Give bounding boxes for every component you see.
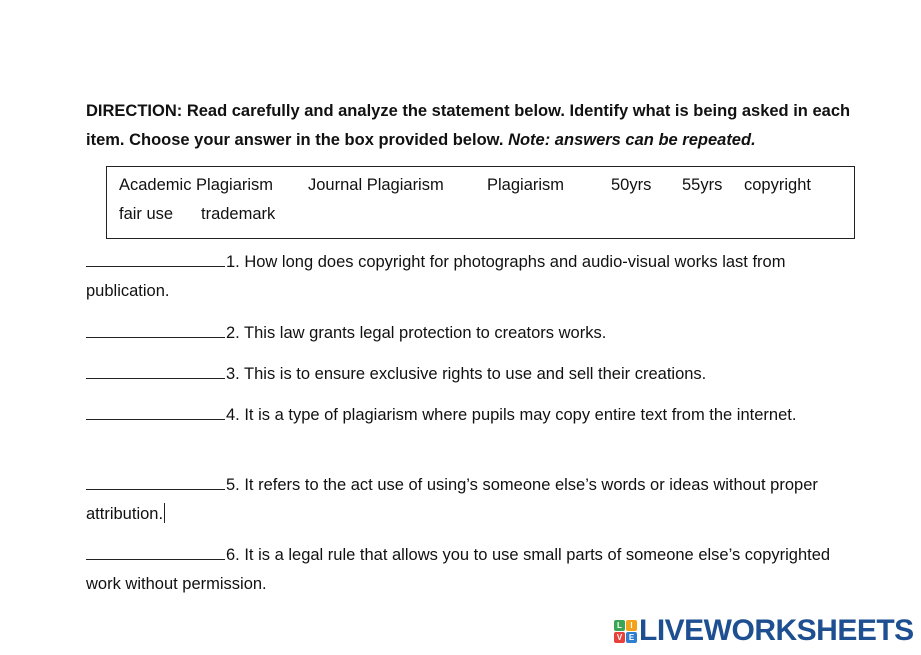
- question-4: [86, 401, 866, 430]
- logo-tile-e: E: [626, 632, 637, 643]
- liveworksheets-wordmark: LIVEWORKSHEETS: [639, 614, 914, 647]
- answer-blank-1[interactable]: [86, 248, 225, 267]
- question-1: [86, 248, 866, 306]
- logo-tile-l: L: [614, 620, 625, 631]
- question-6-text: 6. It is a legal rule that allows you to use small parts of someone else’s copyrighted work without permission.: [86, 546, 831, 593]
- direction-note: Note: answers can be repeated.: [508, 131, 756, 149]
- choice-journal-plagiarism: Journal Plagiarism: [308, 176, 444, 194]
- choice-academic-plagiarism: Academic Plagiarism: [119, 176, 274, 194]
- question-4-text: 4. It is a type of plagiarism where pupils may copy entire text from the internet.: [226, 406, 797, 424]
- choice-plagiarism: Plagiarism: [487, 176, 565, 194]
- choice-55yrs: 55yrs: [682, 176, 723, 194]
- question-5-text: 5. It refers to the act use of using’s someone else’s words or ideas without proper attribution.: [86, 476, 818, 523]
- choice-50yrs: 50yrs: [611, 176, 652, 194]
- choice-trademark: trademark: [201, 205, 276, 223]
- answer-blank-2[interactable]: [86, 319, 225, 338]
- question-1-text: 1. How long does copyright for photographs and audio-visual works last from publication.: [86, 253, 786, 300]
- answer-blank-3[interactable]: [86, 360, 225, 379]
- question-2: [86, 319, 866, 348]
- answer-blank-4[interactable]: [86, 401, 225, 420]
- choice-copyright: copyright: [744, 176, 811, 194]
- text-cursor: [164, 503, 165, 523]
- question-6: [86, 541, 866, 599]
- logo-tile-i: I: [626, 620, 637, 631]
- answer-blank-6[interactable]: [86, 541, 225, 560]
- direction-text: DIRECTION: Read carefully and analyze the statement below. Identify what is being asked in each item. Choose your answer in the box provided below.: [86, 102, 851, 149]
- logo-tile-v: V: [614, 632, 625, 643]
- choice-fair-use: fair use: [119, 205, 174, 223]
- liveworksheets-logo-icon: [614, 620, 637, 643]
- liveworksheets-logo: [614, 614, 914, 648]
- answer-blank-5[interactable]: [86, 471, 225, 490]
- answer-choices-box: [106, 166, 855, 239]
- question-3-text: 3. This is to ensure exclusive rights to use and sell their creations.: [226, 365, 707, 383]
- question-5: [86, 471, 866, 529]
- question-3: [86, 360, 866, 389]
- question-2-text: 2. This law grants legal protection to creators works.: [226, 324, 607, 342]
- direction-instructions: [86, 97, 866, 155]
